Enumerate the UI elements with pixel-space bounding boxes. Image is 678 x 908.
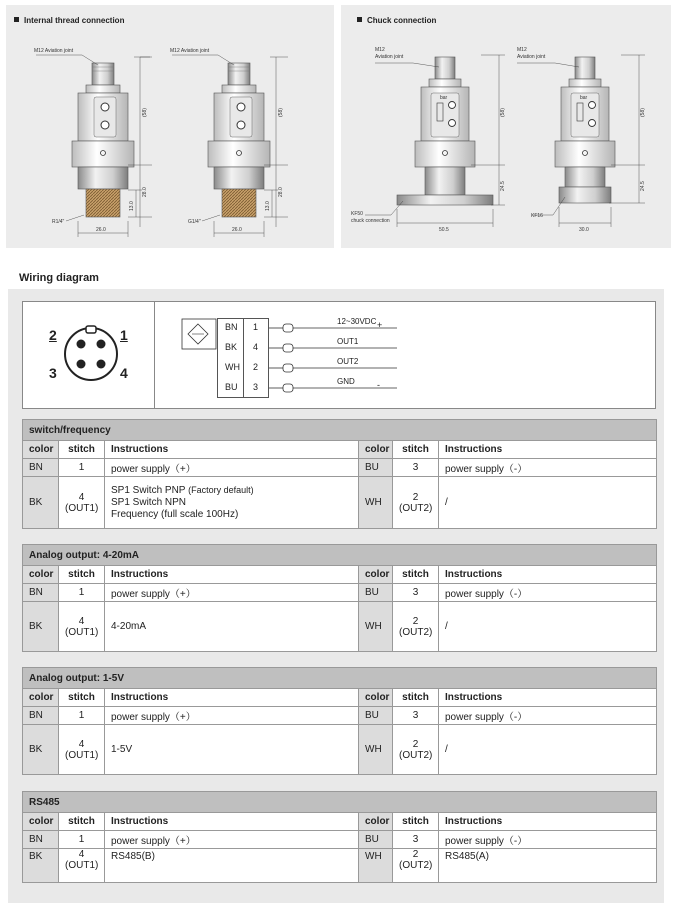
kf16-height-total: (58): [640, 108, 646, 117]
header-color: color: [23, 566, 59, 584]
header-stitch: stitch: [59, 689, 105, 707]
kf16-height-lower: 24.5: [640, 181, 646, 191]
wire-sign: +: [377, 320, 383, 330]
pin-4-label: 4: [120, 365, 128, 381]
spec-table: [22, 419, 657, 529]
cell-stitch: 2 (OUT2): [393, 849, 439, 883]
kf50-width: 50.5: [439, 227, 449, 233]
cell-instruction: /: [439, 725, 657, 775]
header-instructions: Instructions: [105, 566, 359, 584]
kf16-joint-l2: Aviation joint: [517, 54, 546, 60]
wire-row: [23, 318, 657, 338]
wire-color: WH: [225, 362, 240, 372]
header-stitch: stitch: [393, 566, 439, 584]
header-color: color: [359, 441, 393, 459]
header-stitch: stitch: [59, 441, 105, 459]
cell-stitch: 4 (OUT1): [59, 477, 105, 529]
left-joint-label: M12 Aviation joint: [34, 48, 74, 54]
internal-thread-drawing: [6, 5, 334, 248]
wire-signal-label: GND: [337, 377, 355, 386]
header-instructions: Instructions: [439, 441, 657, 459]
cell-stitch: 1: [59, 459, 105, 477]
header-instructions: Instructions: [105, 689, 359, 707]
cell-stitch: 4 (OUT1): [59, 725, 105, 775]
spec-table: [22, 544, 657, 652]
cell-stitch: 3: [393, 459, 439, 477]
cell-stitch: 4 (OUT1): [59, 849, 105, 883]
kf50-label-l1: KF50: [351, 211, 363, 217]
header-color: color: [359, 813, 393, 831]
header-instructions: Instructions: [439, 566, 657, 584]
wire-sign: -: [377, 380, 380, 390]
chuck-connection-drawing: [341, 5, 671, 248]
kf16-joint-l1: M12: [517, 47, 527, 53]
header-instructions: Instructions: [439, 689, 657, 707]
left-height-total: (58): [142, 108, 148, 117]
header-stitch: stitch: [59, 813, 105, 831]
cell-stitch: 2 (OUT2): [393, 602, 439, 652]
kf50-height-lower: 24.5: [500, 181, 506, 191]
cell-stitch: 4 (OUT1): [59, 602, 105, 652]
factory-default-note: (Factory default): [188, 485, 254, 495]
header-stitch: stitch: [393, 813, 439, 831]
wire-signal-label: OUT1: [337, 337, 359, 346]
cell-color: BN: [23, 584, 59, 602]
header-color: color: [359, 689, 393, 707]
cell-color: BN: [23, 831, 59, 849]
header-stitch: stitch: [393, 441, 439, 459]
cell-instruction: [105, 849, 359, 883]
cell-instruction: [105, 477, 359, 529]
cell-color: BN: [23, 459, 59, 477]
section-title: Analog output: 1-5V: [23, 668, 657, 689]
cell-stitch: 1: [59, 707, 105, 725]
internal-thread-title: Internal thread connection: [14, 16, 124, 25]
wire-pin: 3: [253, 382, 259, 392]
spec-table: [22, 791, 657, 883]
cell-color: WH: [359, 725, 393, 775]
cell-instruction: power supply（+）: [105, 831, 359, 849]
header-color: color: [23, 689, 59, 707]
right-thread-label: G1/4": [188, 219, 201, 225]
cell-stitch: 3: [393, 584, 439, 602]
header-instructions: Instructions: [439, 813, 657, 831]
instruction-text: RS485(B): [111, 851, 155, 862]
wire-pin: 1: [253, 322, 259, 332]
wire-color: BK: [225, 342, 238, 352]
wire-color: BN: [225, 322, 238, 332]
cell-color: BK: [23, 477, 59, 529]
wiring-title: Wiring diagram: [19, 272, 99, 284]
cell-color: BK: [23, 602, 59, 652]
sensor-kf16: [555, 57, 615, 203]
wire-pin: 4: [253, 342, 259, 352]
instruction-line: SP1 Switch PNP: [111, 485, 186, 496]
header-color: color: [23, 813, 59, 831]
kf50-height-total: (58): [500, 108, 506, 117]
cell-color: BU: [359, 459, 393, 477]
instruction-line: Frequency (full scale 100Hz): [111, 509, 239, 520]
kf50-label-l2: chuck connection: [351, 218, 390, 224]
wire-color: BU: [225, 382, 238, 392]
wire-terminal-icon: [269, 358, 399, 378]
cell-color: BN: [23, 707, 59, 725]
kf50-joint-l2: Aviation joint: [375, 54, 404, 60]
header-instructions: Instructions: [105, 441, 359, 459]
header-color: color: [359, 566, 393, 584]
cell-color: BU: [359, 831, 393, 849]
sensor-kf50: [397, 57, 493, 205]
kf16-unit: bar: [580, 95, 588, 101]
cell-instruction: [105, 725, 359, 775]
cell-stitch: 1: [59, 831, 105, 849]
cell-instruction: /: [439, 477, 657, 529]
cell-color: BK: [23, 849, 59, 883]
kf16-width: 30.0: [579, 227, 589, 233]
wire-pin: 2: [253, 362, 259, 372]
right-height-lower: 28.0: [278, 187, 284, 197]
left-width-label: 26.0: [96, 227, 106, 233]
pin-1-label: 1: [120, 327, 128, 343]
wire-terminal-icon: [269, 338, 399, 358]
cell-instruction: power supply（-）: [439, 707, 657, 725]
pin-3-label: 3: [49, 365, 57, 381]
instruction-text: 1-5V: [111, 743, 133, 755]
cell-color: BU: [359, 707, 393, 725]
cell-instruction: power supply（+）: [105, 459, 359, 477]
cell-stitch: 2 (OUT2): [393, 725, 439, 775]
pin-2-label: 2: [49, 327, 57, 343]
header-stitch: stitch: [393, 689, 439, 707]
wire-row: [23, 338, 657, 358]
kf50-joint-l1: M12: [375, 47, 385, 53]
section-title: RS485: [23, 792, 657, 813]
left-height-lower: 28.0: [142, 187, 148, 197]
instruction-text: 4-20mA: [111, 620, 147, 632]
cell-instruction: power supply（-）: [439, 831, 657, 849]
wire-row: [23, 378, 657, 398]
cell-instruction: power supply（-）: [439, 459, 657, 477]
chuck-connection-title: Chuck connection: [357, 16, 436, 25]
left-height-thread: 13.0: [129, 201, 135, 211]
sensor-left: [72, 63, 134, 217]
cell-instruction: power supply（+）: [105, 707, 359, 725]
right-width-label: 26.0: [232, 227, 242, 233]
cell-color: WH: [359, 849, 393, 883]
cell-stitch: 3: [393, 707, 439, 725]
cell-stitch: 2 (OUT2): [393, 477, 439, 529]
left-thread-label: R1/4": [52, 219, 65, 225]
cell-instruction: power supply（+）: [105, 584, 359, 602]
cell-instruction: /: [439, 602, 657, 652]
sensor-right: [208, 63, 270, 217]
right-joint-label: M12 Aviation joint: [170, 48, 210, 54]
right-height-total: (58): [278, 108, 284, 117]
header-instructions: Instructions: [105, 813, 359, 831]
kf16-label: KF16: [531, 213, 543, 219]
wire-row: [23, 358, 657, 378]
instruction-line: SP1 Switch NPN: [111, 497, 187, 508]
wire-signal-label: OUT2: [337, 357, 359, 366]
cell-color: BK: [23, 725, 59, 775]
cell-color: WH: [359, 477, 393, 529]
header-color: color: [23, 441, 59, 459]
header-stitch: stitch: [59, 566, 105, 584]
cell-stitch: 1: [59, 584, 105, 602]
cell-instruction: [105, 602, 359, 652]
spec-table: [22, 667, 657, 775]
cell-color: BU: [359, 584, 393, 602]
cell-instruction: power supply（-）: [439, 584, 657, 602]
cell-stitch: 3: [393, 831, 439, 849]
wiring-diagram-box: [22, 301, 656, 409]
kf50-unit: bar: [440, 95, 448, 101]
section-title: switch/frequency: [23, 420, 657, 441]
wire-signal-label: 12~30VDC: [337, 317, 377, 326]
right-height-thread: 13.0: [265, 201, 271, 211]
section-title: Analog output: 4-20mA: [23, 545, 657, 566]
cell-color: WH: [359, 602, 393, 652]
cell-instruction: RS485(A): [439, 849, 657, 883]
